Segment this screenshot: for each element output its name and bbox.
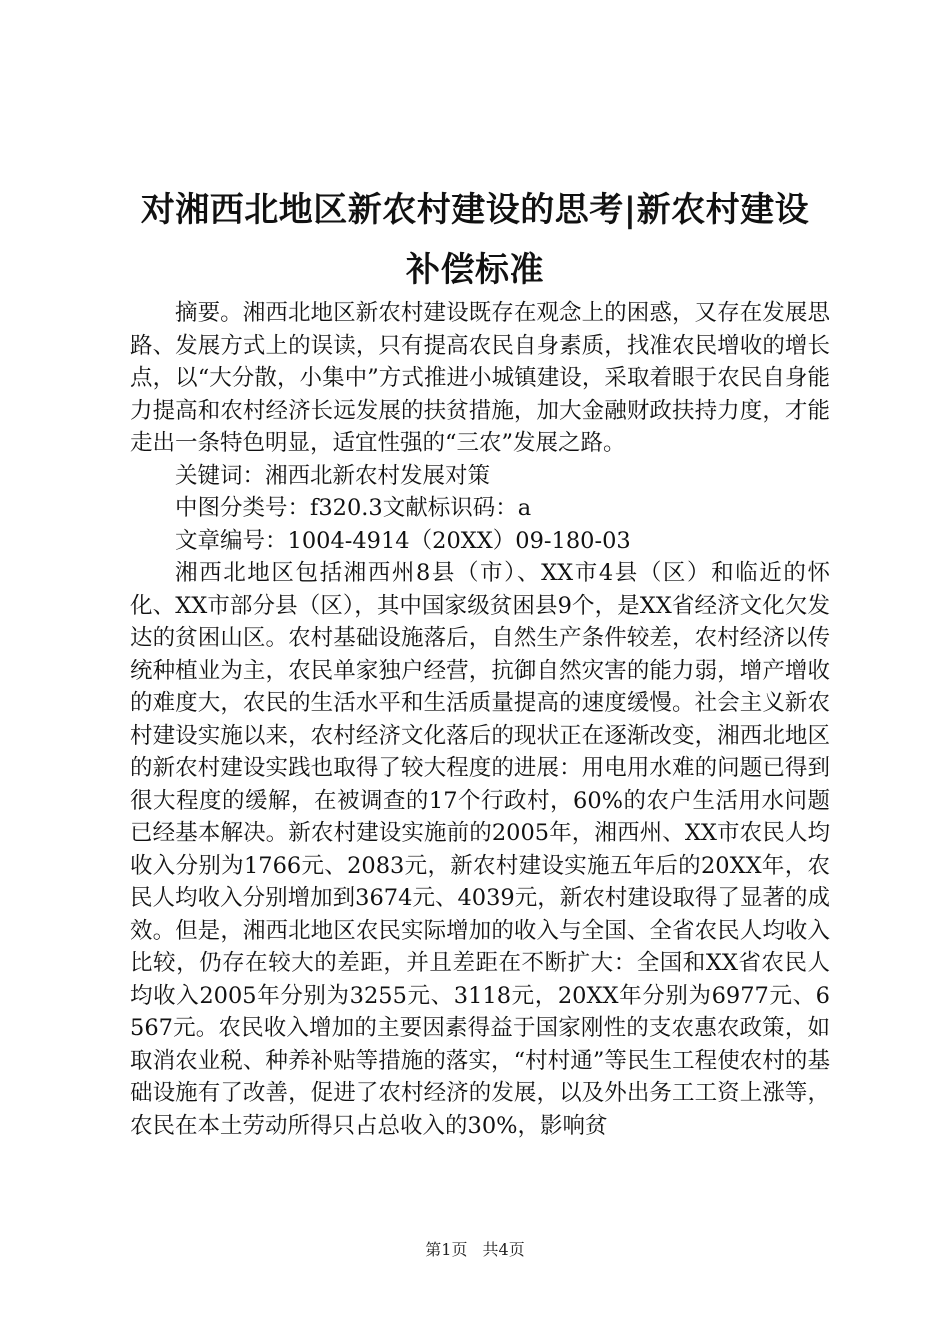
keywords-line: 关键词：湘西北新农村发展对策 <box>175 462 491 489</box>
page-footer <box>0 1240 950 1260</box>
classification-line: 中图分类号：f320.3文献标识码：a <box>175 495 532 521</box>
title-line-2: 补偿标准 <box>406 250 544 290</box>
document-body <box>130 297 830 1142</box>
document-title <box>100 180 850 300</box>
body-paragraph: 湘西北地区包括湘西州8县（市）、XX市4县（区）和临近的怀化、XX市部分县（区），其中国家级贫困县9个，是XX省经济文化欠发达的贫困山区。农村基础设施落后，自然生产条件较差，农村经济以传统种植业为主，农民单家独户经营，抗御自然灾害的能力弱，增产增收的难度大，农民的生活水平和生活质量提高的速度缓慢。社会主义新农村建设实施以来，农村经济文化落后的现状正在逐渐改变，湘西北地区的新农村建设实践也取得了较大程度的进展：用电用水难的问题已得到很大程度的缓解，在被调查的17个行政村，60%的农户生活用水问题已经基本解决。新农村建设实施前的2005年，湘西州、XX市农民人均收入分别为1766元、2083元，新农村建设实施五年后的20XX年，农民人均收入分别增加到3674元、4039元，新农村建设取得了显著的成效。但是，湘西北地区农民实际增加的收入与全国、全省农民人均收入比较，仍存在较大的差距，并且差距在不断扩大：全国和XX省农民人均收入2005年分别为3255元、3118元，20XX年分别为6977元、6567元。农民收入增加的主要因素得益于国家刚性的支农惠农政策，如取消农业税、种养补贴等措施的落实，“村村通”等民生工程使农村的基础设施有了改善，促进了农村经济的发展，以及外出务工工资上涨等，农民在本土劳动所得只占总收入的30%，影响贫 <box>130 560 830 1139</box>
page-number-total: 共4页 <box>482 1240 525 1259</box>
article-number-line: 文章编号：1004-4914（20XX）09-180-03 <box>175 527 631 554</box>
title-line-1: 对湘西北地区新农村建设的思考|新农村建设 <box>140 190 810 230</box>
abstract-paragraph: 摘要。湘西北地区新农村建设既存在观念上的困惑，又存在发展思路、发展方式上的误读，只有提高农民自身素质，找准农民增收的增长点，以“大分散，小集中”方式推进小城镇建设，采取着眼于农民自身能力提高和农村经济长远发展的扶贫措施，加大金融财政扶持力度，才能走出一条特色明显，适宜性强的“三农”发展之路。 <box>130 300 830 456</box>
page-number-current: 第1页 <box>425 1240 468 1259</box>
